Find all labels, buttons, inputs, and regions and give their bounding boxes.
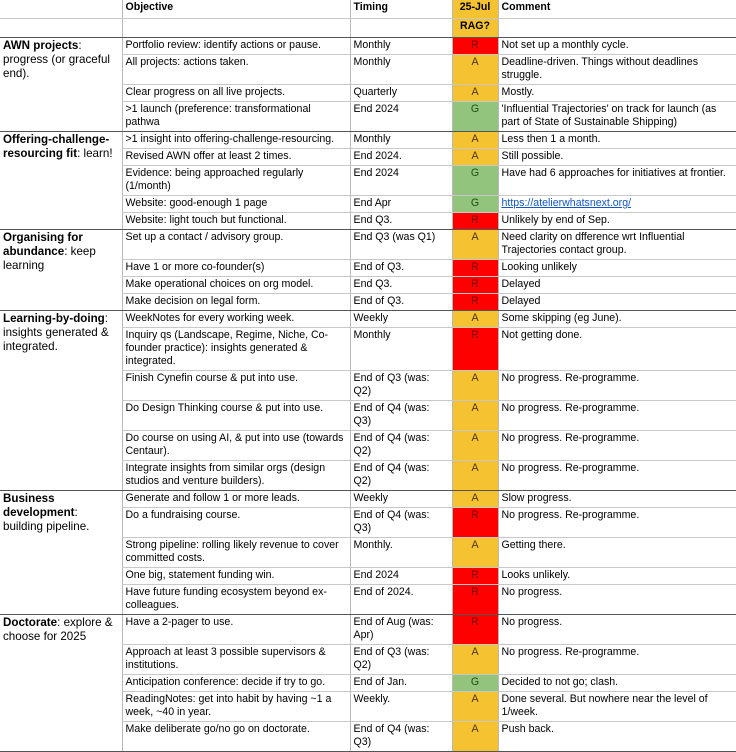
timing-cell: End 2024. (350, 149, 452, 166)
objective-cell: Do Design Thinking course & put into use. (122, 401, 350, 431)
comment-cell: Getting there. (498, 538, 736, 568)
timing-cell: End of Q4 (was: Q3) (350, 722, 452, 752)
group-title-rest: : keep learning (3, 245, 96, 272)
timing-cell: Weekly (350, 311, 452, 328)
rag-status-badge: A (452, 132, 498, 149)
rag-status-badge: A (452, 431, 498, 461)
group-title-rest: : building pipeline. (3, 506, 90, 533)
rag-status-badge: R (452, 213, 498, 230)
rag-status-badge: G (452, 166, 498, 196)
header-theme (0, 0, 122, 19)
timing-cell: End of 2024. (350, 585, 452, 615)
table-row (0, 615, 736, 645)
group-title (0, 311, 122, 491)
timing-cell: Monthly (350, 55, 452, 85)
objective-cell: Do course on using AI, & put into use (towards Centaur). (122, 431, 350, 461)
objective-cell: Evidence: being approached regularly (1/month) (122, 166, 350, 196)
rag-status-badge: A (452, 311, 498, 328)
comment-cell (498, 196, 736, 213)
comment-cell: No progress. (498, 585, 736, 615)
rag-status-badge: A (452, 722, 498, 752)
rag-status-badge: A (452, 230, 498, 260)
rag-status-badge: A (452, 85, 498, 102)
rag-status-badge: R (452, 508, 498, 538)
timing-cell: End 2024 (350, 102, 452, 132)
group-title (0, 132, 122, 230)
comment-cell: Push back. (498, 722, 736, 752)
comment-cell: No progress. Re-programme. (498, 401, 736, 431)
comment-cell: Still possible. (498, 149, 736, 166)
rag-status-badge: R (452, 585, 498, 615)
timing-cell: End of Q4 (was: Q3) (350, 508, 452, 538)
objective-cell: Have 1 or more co-founder(s) (122, 260, 350, 277)
objective-cell: Set up a contact / advisory group. (122, 230, 350, 260)
header-row (0, 0, 736, 19)
group-title (0, 38, 122, 132)
table-row (0, 491, 736, 508)
header-comment: Comment (498, 0, 736, 19)
timing-cell: Quarterly (350, 85, 452, 102)
timing-cell: End Q3. (350, 277, 452, 294)
objective-cell: Anticipation conference: decide if try to go. (122, 675, 350, 692)
objective-cell: Have future funding ecosystem beyond ex-colleagues. (122, 585, 350, 615)
timing-cell: End of Q3. (350, 294, 452, 311)
group-title-bold: Doctorate (3, 616, 58, 629)
group-title-bold: Business development (3, 492, 75, 519)
header-date: 25-Jul (452, 0, 498, 19)
comment-cell: Not set up a monthly cycle. (498, 38, 736, 55)
objective-cell: Do a fundraising course. (122, 508, 350, 538)
comment-cell: Delayed (498, 294, 736, 311)
objective-cell: >1 launch (preference: transformational pathwa (122, 102, 350, 132)
comment-cell: Done several. But nowhere near the level of 1/week. (498, 692, 736, 722)
comment-cell: Delayed (498, 277, 736, 294)
timing-cell: Weekly (350, 491, 452, 508)
comment-cell: Looks unlikely. (498, 568, 736, 585)
website-link[interactable]: https://atelierwhatsnext.org/ (501, 197, 632, 209)
timing-cell: End of Q4 (was: Q3) (350, 401, 452, 431)
objective-cell: All projects: actions taken. (122, 55, 350, 85)
rag-status-badge: G (452, 196, 498, 213)
objective-cell: Clear progress on all live projects. (122, 85, 350, 102)
header-objective: Objective (122, 0, 350, 19)
timing-cell: End of Q4 (was: Q2) (350, 461, 452, 491)
subheader-row (0, 19, 736, 38)
header-timing: Timing (350, 0, 452, 19)
timing-cell: Monthly (350, 38, 452, 55)
group-title (0, 230, 122, 311)
rag-status-badge: G (452, 675, 498, 692)
table-row (0, 311, 736, 328)
comment-cell: No progress. Re-programme. (498, 461, 736, 491)
header-rag: RAG? (452, 19, 498, 38)
timing-cell: End of Aug (was: Apr) (350, 615, 452, 645)
objective-cell: Revised AWN offer at least 2 times. (122, 149, 350, 166)
comment-cell: No progress. (498, 615, 736, 645)
rag-status-badge: R (452, 260, 498, 277)
comment-cell: No progress. Re-programme. (498, 645, 736, 675)
group-title-rest: : explore & choose for 2025 (3, 616, 113, 643)
group-title-bold: AWN projects (3, 39, 79, 52)
table-row (0, 38, 736, 55)
rag-status-badge: A (452, 55, 498, 85)
objective-cell: Have a 2-pager to use. (122, 615, 350, 645)
table-row (0, 230, 736, 260)
comment-cell: Decided to not go; clash. (498, 675, 736, 692)
rag-status-badge: A (452, 461, 498, 491)
objective-cell: Inquiry qs (Landscape, Regime, Niche, Co-founder practice): insights generated & integrated. (122, 328, 350, 371)
comment-cell: Less then 1 a month. (498, 132, 736, 149)
rag-status-badge: A (452, 491, 498, 508)
rag-status-badge: A (452, 149, 498, 166)
objective-cell: Make decision on legal form. (122, 294, 350, 311)
objective-cell: Finish Cynefin course & put into use. (122, 371, 350, 401)
rag-status-badge: A (452, 645, 498, 675)
timing-cell: Monthly (350, 328, 452, 371)
timing-cell: End of Q3. (350, 260, 452, 277)
timing-cell: End of Jan. (350, 675, 452, 692)
timing-cell: End Q3 (was Q1) (350, 230, 452, 260)
rag-status-badge: R (452, 277, 498, 294)
group-title-bold: Organising for abundance (3, 231, 83, 258)
comment-cell: Some skipping (eg June). (498, 311, 736, 328)
comment-cell: Need clarity on dfference wrt Influential Trajectories contact group. (498, 230, 736, 260)
rag-status-badge: A (452, 692, 498, 722)
objective-cell: >1 insight into offering-challenge-resourcing. (122, 132, 350, 149)
table-body (0, 38, 736, 752)
timing-cell: End Apr (350, 196, 452, 213)
objective-cell: Website: good-enough 1 page (122, 196, 350, 213)
objective-cell: WeekNotes for every working week. (122, 311, 350, 328)
group-title-rest: : insights generated & integrated. (3, 312, 109, 353)
timing-cell: Weekly. (350, 692, 452, 722)
timing-cell: End Q3. (350, 213, 452, 230)
rag-status-badge: R (452, 38, 498, 55)
rag-status-badge: R (452, 294, 498, 311)
objective-cell: Portfolio review: identify actions or pause. (122, 38, 350, 55)
timing-cell: End of Q3 (was: Q2) (350, 371, 452, 401)
comment-cell: Deadline-driven. Things without deadlines struggle. (498, 55, 736, 85)
rag-status-badge: R (452, 615, 498, 645)
comment-cell: Looking unlikely (498, 260, 736, 277)
rag-status-badge: R (452, 568, 498, 585)
rag-status-badge: A (452, 401, 498, 431)
objective-cell: Make deliberate go/no go on doctorate. (122, 722, 350, 752)
rag-status-badge: R (452, 328, 498, 371)
comment-cell: Slow progress. (498, 491, 736, 508)
group-title-rest: : progress (or graceful end). (3, 39, 110, 80)
objective-cell: Generate and follow 1 or more leads. (122, 491, 350, 508)
comment-cell: Unlikely by end of Sep. (498, 213, 736, 230)
objective-cell: One big, statement funding win. (122, 568, 350, 585)
table-row (0, 132, 736, 149)
timing-cell: End of Q3 (was: Q2) (350, 645, 452, 675)
timing-cell: End 2024 (350, 166, 452, 196)
comment-cell: Not getting done. (498, 328, 736, 371)
rag-status-badge: A (452, 371, 498, 401)
rag-status-badge: A (452, 538, 498, 568)
objective-cell: Strong pipeline: rolling likely revenue to cover committed costs. (122, 538, 350, 568)
comment-cell: Mostly. (498, 85, 736, 102)
comment-cell: No progress. Re-programme. (498, 431, 736, 461)
objective-cell: Website: light touch but functional. (122, 213, 350, 230)
group-title-bold: Offering-challenge-resourcing fit (3, 133, 110, 160)
timing-cell: End of Q4 (was: Q2) (350, 431, 452, 461)
comment-cell: 'Influential Trajectories' on track for launch (as part of State of Sustainable Shipping) (498, 102, 736, 132)
objective-cell: Make operational choices on org model. (122, 277, 350, 294)
objective-cell: ReadingNotes: get into habit by having ~1 a week, ~40 in year. (122, 692, 350, 722)
comment-cell: Have had 6 approaches for initiatives at frontier. (498, 166, 736, 196)
objective-cell: Integrate insights from similar orgs (design studios and venture builders). (122, 461, 350, 491)
comment-cell: No progress. Re-programme. (498, 371, 736, 401)
rag-status-badge: G (452, 102, 498, 132)
group-title-bold: Learning-by-doing (3, 312, 105, 325)
timing-cell: End 2024 (350, 568, 452, 585)
timing-cell: Monthly (350, 132, 452, 149)
group-title-rest: : learn! (77, 147, 113, 160)
group-title (0, 615, 122, 752)
group-title (0, 491, 122, 615)
objective-cell: Approach at least 3 possible supervisors & institutions. (122, 645, 350, 675)
timing-cell: Monthly. (350, 538, 452, 568)
comment-cell: No progress. Re-programme. (498, 508, 736, 538)
